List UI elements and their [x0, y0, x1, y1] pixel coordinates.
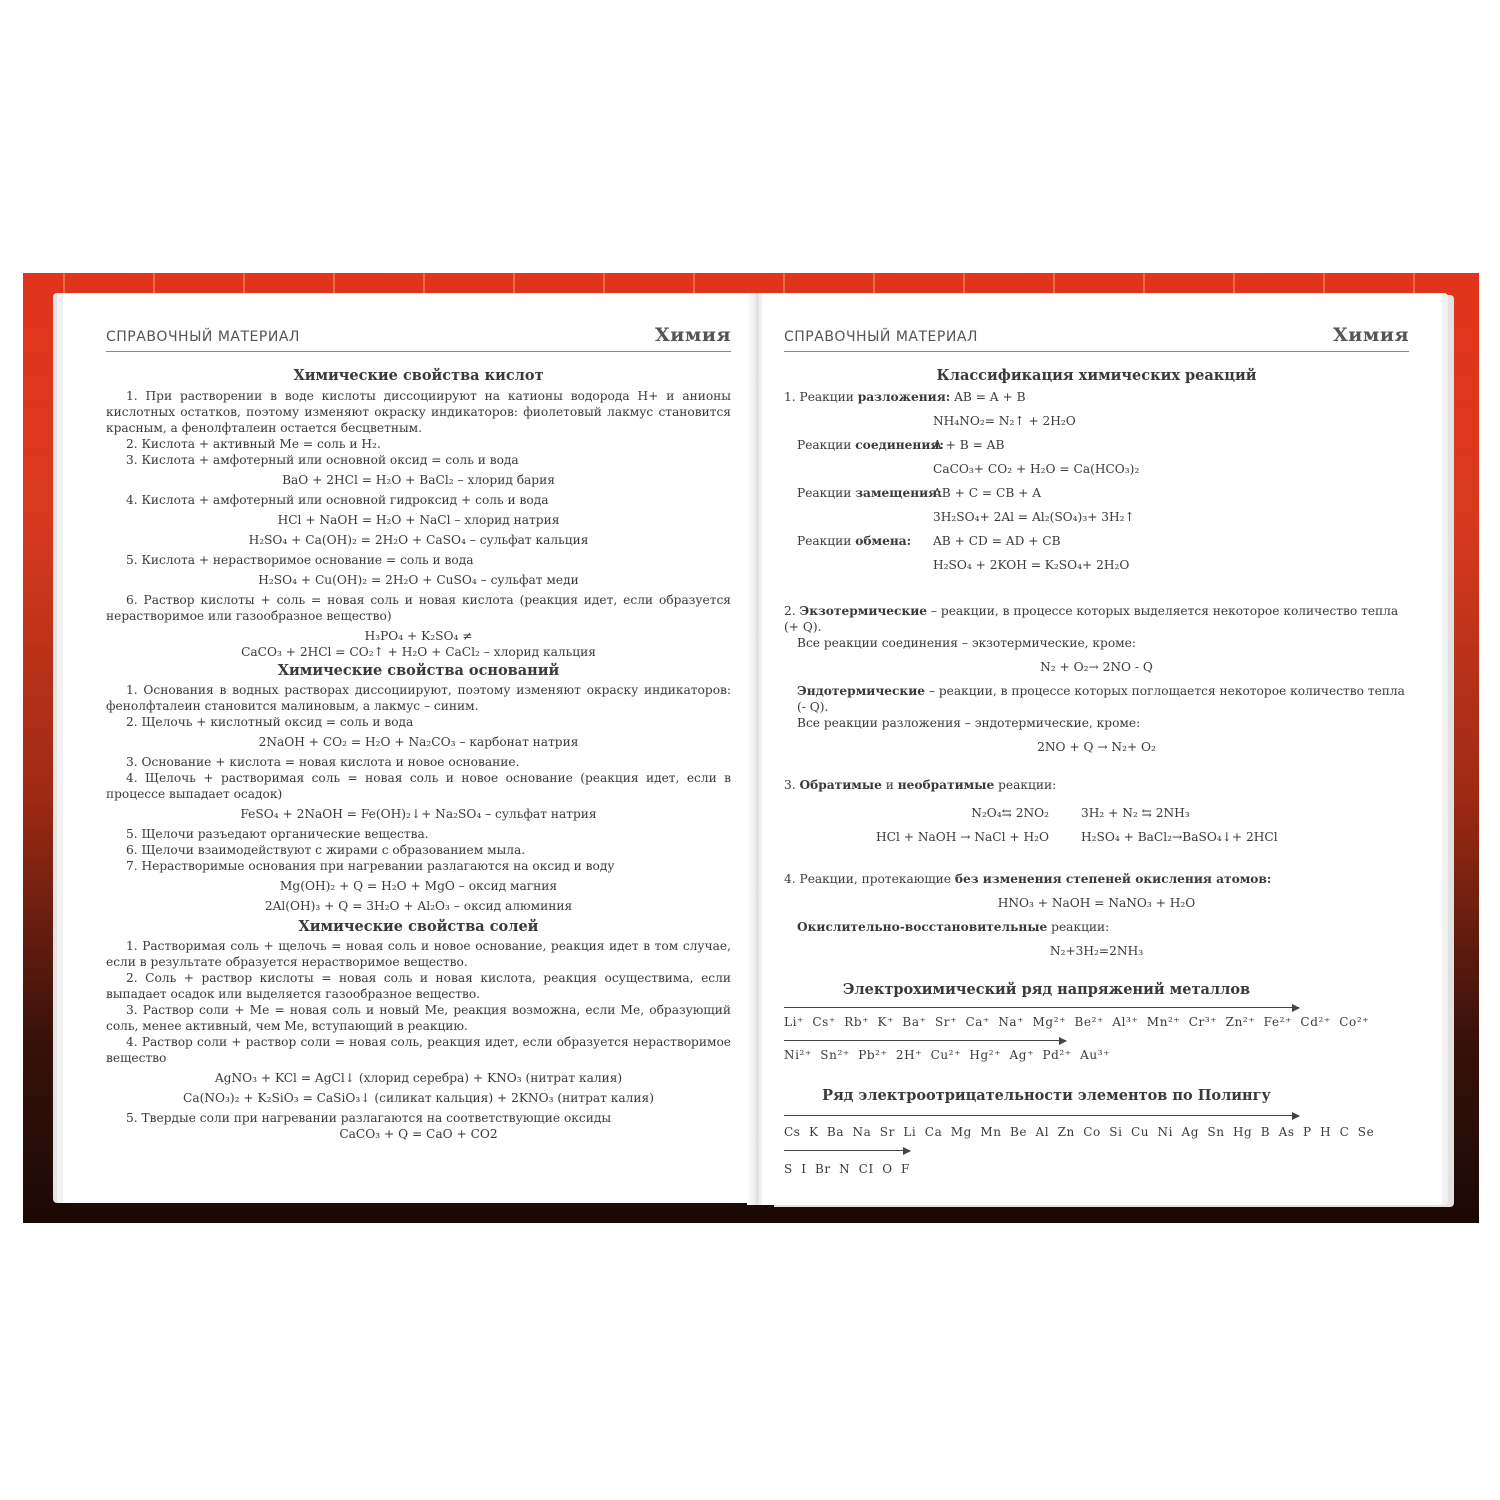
- acids-item-6: 6. Раствор кислоты + соль = новая соль и новая кислота (реакция идет, если образуется нерастворимое или газообразное вещество): [106, 593, 731, 623]
- equation: 2Al(OH)₃ + Q = 3H₂O + Al₂O₃ – оксид алюминия: [264, 899, 573, 913]
- term-bold: Эндотермические: [797, 684, 926, 698]
- salts-item-1: 1. Растворимая соль + щелочь = новая соль и новое основание, реакция идет в том случае, если в результате образуется нерастворимое вещество.: [106, 939, 731, 969]
- bases-item-7: 7. Нерастворимые основания при нагревании разлагаются на оксид и воду: [126, 859, 615, 873]
- salts-item-2: 2. Соль + раствор кислоты = новая соль и новая кислота, реакция осуществима, если выпадает осадок или выделяется газообразное вещество.: [106, 971, 731, 1001]
- acids-item-4: 4. Кислота + амфотерный или основной гидроксид + соль и вода: [126, 493, 549, 507]
- term-bold: без изменения степеней окисления атомов:: [954, 872, 1272, 886]
- left-page: [63, 293, 753, 1203]
- endothermic-note: Все реакции разложения – эндотермические, кроме:: [797, 716, 1141, 730]
- electrochemical-series-line-2: Ni²⁺ Sn²⁺ Pb²⁺ 2H⁺ Cu²⁺ Hg²⁺ Ag⁺ Pd²⁺ Au³⁺: [784, 1048, 1111, 1062]
- series-arrow: [784, 1040, 1066, 1041]
- item-number: 2.: [784, 604, 800, 618]
- equation: H₂SO₄ + Cu(OH)₂ = 2H₂O + CuSO₄ – сульфат меди: [258, 573, 579, 587]
- salts-item-4: 4. Раствор соли + раствор соли = новая соль, реакция идет, если образуется нерастворимое вещество: [106, 1035, 731, 1065]
- bases-item-1: 1. Основания в водных растворах диссоциируют, поэтому изменяют окраску индикаторов: фенолфталеин становится малиновым, а лакмус – синим.: [106, 683, 731, 713]
- equation: BaO + 2HCl = H₂O + BaCl₂ – хлорид бария: [282, 473, 555, 487]
- right-page: [762, 293, 1442, 1205]
- acids-item-5: 5. Кислота + нерастворимое основание = соль и вода: [126, 553, 474, 567]
- salts-heading: Химические свойства солей: [298, 918, 539, 935]
- equation: HCl + NaOH → NaCl + H₂O: [876, 830, 1049, 844]
- subject-title: Химия: [1333, 324, 1409, 346]
- term-bold: Экзотермические: [799, 604, 928, 618]
- equation: HCl + NaOH = H₂O + NaCl – хлорид натрия: [277, 513, 560, 527]
- row-label: [797, 533, 933, 549]
- classification-heading: Классификация химических реакций: [936, 367, 1257, 384]
- bases-item-6: 6. Щелочи взаимодействуют с жирами с образованием мыла.: [126, 843, 526, 857]
- equation: H₂SO₄ + Ca(OH)₂ = 2H₂O + CaSO₄ – сульфат кальция: [248, 533, 589, 547]
- reversible-equations: [784, 805, 1409, 845]
- right-content: [784, 367, 1409, 1177]
- equation: 2NO + Q → N₂+ O₂: [1037, 740, 1156, 754]
- exchange-row: [784, 533, 1409, 549]
- salts-item-3: 3. Раствор соли + Me = новая соль и новый Me, реакция возможна, если Me, образующий соль, менее активный, чем Me, вступающий в реакцию.: [106, 1003, 731, 1033]
- equation: CaCO₃+ CO₂ + H₂O = Ca(HCO₃)₂: [933, 462, 1140, 476]
- row-label-text: Реакции: [797, 486, 856, 500]
- series-arrow: [784, 1115, 1299, 1116]
- reversible-heading: [784, 777, 1409, 793]
- oxidation-heading: [784, 871, 1409, 887]
- electronegativity-series-line-1: Cs K Ba Na Sr Li Ca Mg Mn Be Al Zn Co Si Cu Ni Ag Sn Hg B As P H C Se: [784, 1125, 1375, 1139]
- equation: NH₄NO₂= N₂↑ + 2H₂O: [933, 414, 1076, 428]
- bases-item-3: 3. Основание + кислота = новая кислота и новое основание.: [126, 755, 520, 769]
- electrochemical-series-heading: Электрохимический ряд напряжений металлов: [842, 981, 1251, 998]
- equation: N₂O₄⇆ 2NO₂: [971, 806, 1049, 820]
- equation: FeSO₄ + 2NaOH = Fe(OH)₂↓+ Na₂SO₄ – сульфат натрия: [240, 807, 597, 821]
- term-text: реакции:: [1047, 920, 1110, 934]
- acids-item-2: 2. Кислота + активный Me = соль и H₂.: [126, 437, 381, 451]
- term-text: – реакции, в процессе которых поглощается некоторое количество тепла (- Q).: [797, 684, 1405, 714]
- term-bold: Окислительно-восстановительные: [797, 920, 1048, 934]
- endothermic-definition: [784, 683, 1409, 715]
- row-formula: AB + CD = AD + CB: [933, 534, 1061, 548]
- equation: H₂SO₄ + BaCl₂→BaSO₄↓+ 2HCl: [1081, 830, 1278, 844]
- row-label-bold: обмена:: [855, 534, 912, 548]
- salts-item-5: 5. Твердые соли при нагревании разлагаются на соответствующие оксиды: [126, 1111, 612, 1125]
- electronegativity-heading: Ряд электроотрицательности элементов по Полингу: [822, 1087, 1271, 1104]
- term-text: 4. Реакции, протекающие: [784, 872, 955, 886]
- acids-heading: Химические свойства кислот: [293, 367, 544, 384]
- term-text: – реакции, в процессе которых выделяется некоторое количество тепла (+ Q).: [784, 604, 1399, 634]
- equation: 3H₂SO₄+ 2Al = Al₂(SO₄)₃+ 3H₂↑: [933, 510, 1135, 524]
- subject-title: Химия: [655, 324, 731, 346]
- page-header: [106, 321, 731, 352]
- row-label-text: Реакции: [797, 438, 856, 452]
- term-bold: необратимые: [897, 778, 995, 792]
- row-label-bold: разложения:: [857, 390, 951, 404]
- bases-item-5: 5. Щелочи разъедают органические вещества.: [126, 827, 429, 841]
- section-label: СПРАВОЧНЫЙ МАТЕРИАЛ: [784, 329, 978, 345]
- exothermic-definition: [784, 603, 1409, 635]
- equation: AgNO₃ + KCl = AgCl↓ (хлорид серебра) + KNO₃ (нитрат калия): [214, 1071, 623, 1085]
- equation: Mg(OH)₂ + Q = H₂O + MgO – оксид магния: [279, 879, 558, 893]
- substitution-row: [784, 485, 1409, 501]
- series-arrow: [784, 1007, 1299, 1008]
- row-label-text: Реакции: [797, 534, 856, 548]
- equation: Ca(NO₃)₂ + K₂SiO₃ = CaSiO₃↓ (силикат кальция) + 2KNO₃ (нитрат калия): [183, 1091, 654, 1105]
- bases-item-2: 2. Щелочь + кислотный оксид = соль и вода: [126, 715, 414, 729]
- row-label-bold: замещения:: [855, 486, 942, 500]
- row-label: [797, 437, 944, 453]
- electronegativity-series-line-2: S I Br N CI O F: [784, 1162, 910, 1176]
- item-number: 3.: [784, 778, 800, 792]
- row-label-bold: соединения:: [855, 438, 944, 452]
- row-label: 1. Реакции: [784, 390, 858, 404]
- equation: N₂ + O₂→ 2NO - Q: [1040, 660, 1153, 674]
- term-text: реакции:: [994, 778, 1057, 792]
- equation: N₂+3H₂=2NH₃: [1049, 944, 1144, 958]
- term-bold: Обратимые: [799, 778, 882, 792]
- decomposition-row: [784, 389, 1409, 405]
- section-label: СПРАВОЧНЫЙ МАТЕРИАЛ: [106, 329, 300, 345]
- term-text: и: [881, 778, 898, 792]
- acids-item-1: 1. При растворении в воде кислоты диссоциируют на катионы водорода H+ и анионы кислотных остатков, поэтому изменяют окраску индикаторов: фиолетовый лакмус становится красным, а фенолфталеин остается бесцветным.: [106, 389, 731, 435]
- series-arrow: [784, 1150, 910, 1151]
- exothermic-note: Все реакции соединения – экзотермические, кроме:: [797, 636, 1136, 650]
- row-formula: AB + C = CB + A: [933, 486, 1042, 500]
- equation: CaCO₃ + 2HCl = CO₂↑ + H₂O + CaCl₂ – хлорид кальция: [241, 645, 596, 659]
- equation: 2NaOH + CO₂ = H₂O + Na₂CO₃ – карбонат натрия: [258, 735, 579, 749]
- equation: 3H₂ + N₂ ⇆ 2NH₃: [1081, 806, 1190, 820]
- left-content: [106, 367, 731, 1146]
- row-formula: AB = A + B: [950, 390, 1026, 404]
- bases-heading: Химические свойства оснований: [277, 662, 560, 679]
- acids-item-3: 3. Кислота + амфотерный или основной оксид = соль и вода: [126, 453, 519, 467]
- row-formula: A + B = AB: [933, 438, 1005, 452]
- equation: HNO₃ + NaOH = NaNO₃ + H₂O: [997, 896, 1196, 910]
- equation: H₃PO₄ + K₂SO₄ ≠: [364, 629, 473, 643]
- bases-item-4: 4. Щелочь + растворимая соль = новая соль и новое основание (реакция идет, если в процессе выпадает осадок): [106, 771, 731, 801]
- equation: CaCO₃ + Q = CaO + CO2: [339, 1127, 498, 1141]
- electrochemical-series-line-1: Li⁺ Cs⁺ Rb⁺ K⁺ Ba⁺ Sr⁺ Ca⁺ Na⁺ Mg²⁺ Be²⁺ Al³⁺ Mn²⁺ Cr³⁺ Zn²⁺ Fe²⁺ Cd²⁺ Co²⁺: [784, 1015, 1370, 1029]
- page-header: [784, 321, 1409, 352]
- redox-heading: [784, 919, 1409, 935]
- equation: H₂SO₄ + 2KOH = K₂SO₄+ 2H₂O: [933, 558, 1130, 572]
- row-label: [797, 485, 942, 501]
- combination-row: [784, 437, 1409, 453]
